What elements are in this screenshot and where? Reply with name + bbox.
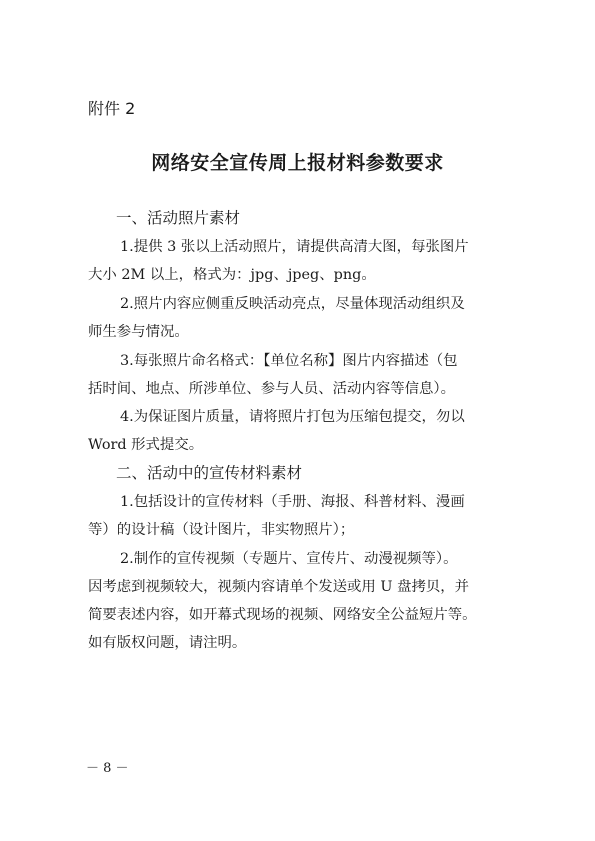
- paragraph-line: 简要表述内容，如开幕式现场的视频、网络安全公益短片等。: [88, 607, 477, 623]
- document-title: 网络安全宣传周上报材料参数要求: [151, 152, 444, 174]
- paragraph-line: 2.制作的宣传视频（专题片、宣传片、动漫视频等）。: [120, 551, 458, 567]
- paragraph-line: 等）的设计稿（设计图片，非实物照片）；: [88, 522, 355, 538]
- paragraph-line: Word 形式提交。: [88, 437, 204, 453]
- section-heading-materials: 二、活动中的宣传材料素材: [116, 464, 303, 482]
- page-number: － 8 －: [86, 761, 129, 776]
- paragraph-line: 1.提供 3 张以上活动照片，请提供高清大图，每张图片: [120, 239, 469, 255]
- paragraph-line: 2.照片内容应侧重反映活动亮点，尽量体现活动组织及: [120, 296, 465, 312]
- paragraph-line: 如有版权问题，请注明。: [88, 635, 247, 651]
- paragraph-line: 3.每张照片命名格式：【单位名称】图片内容描述（包: [120, 353, 458, 369]
- paragraph-line: 大小 2M 以上，格式为：jpg、jpeg、png。: [88, 267, 376, 283]
- paragraph-line: 因考虑到视频较大，视频内容请单个发送或用 U 盘拷贝，并: [88, 579, 470, 595]
- section-heading-photos: 一、活动照片素材: [116, 209, 241, 227]
- paragraph-line: 4.为保证图片质量，请将照片打包为压缩包提交，勿以: [120, 409, 465, 425]
- attachment-label: 附件 2: [88, 99, 136, 118]
- paragraph-line: 1.包括设计的宣传材料（手册、海报、科普材料、漫画: [120, 494, 465, 510]
- paragraph-line: 师生参与情况。: [88, 324, 189, 340]
- paragraph-line: 括时间、地点、所涉单位、参与人员、活动内容等信息）。: [88, 381, 455, 397]
